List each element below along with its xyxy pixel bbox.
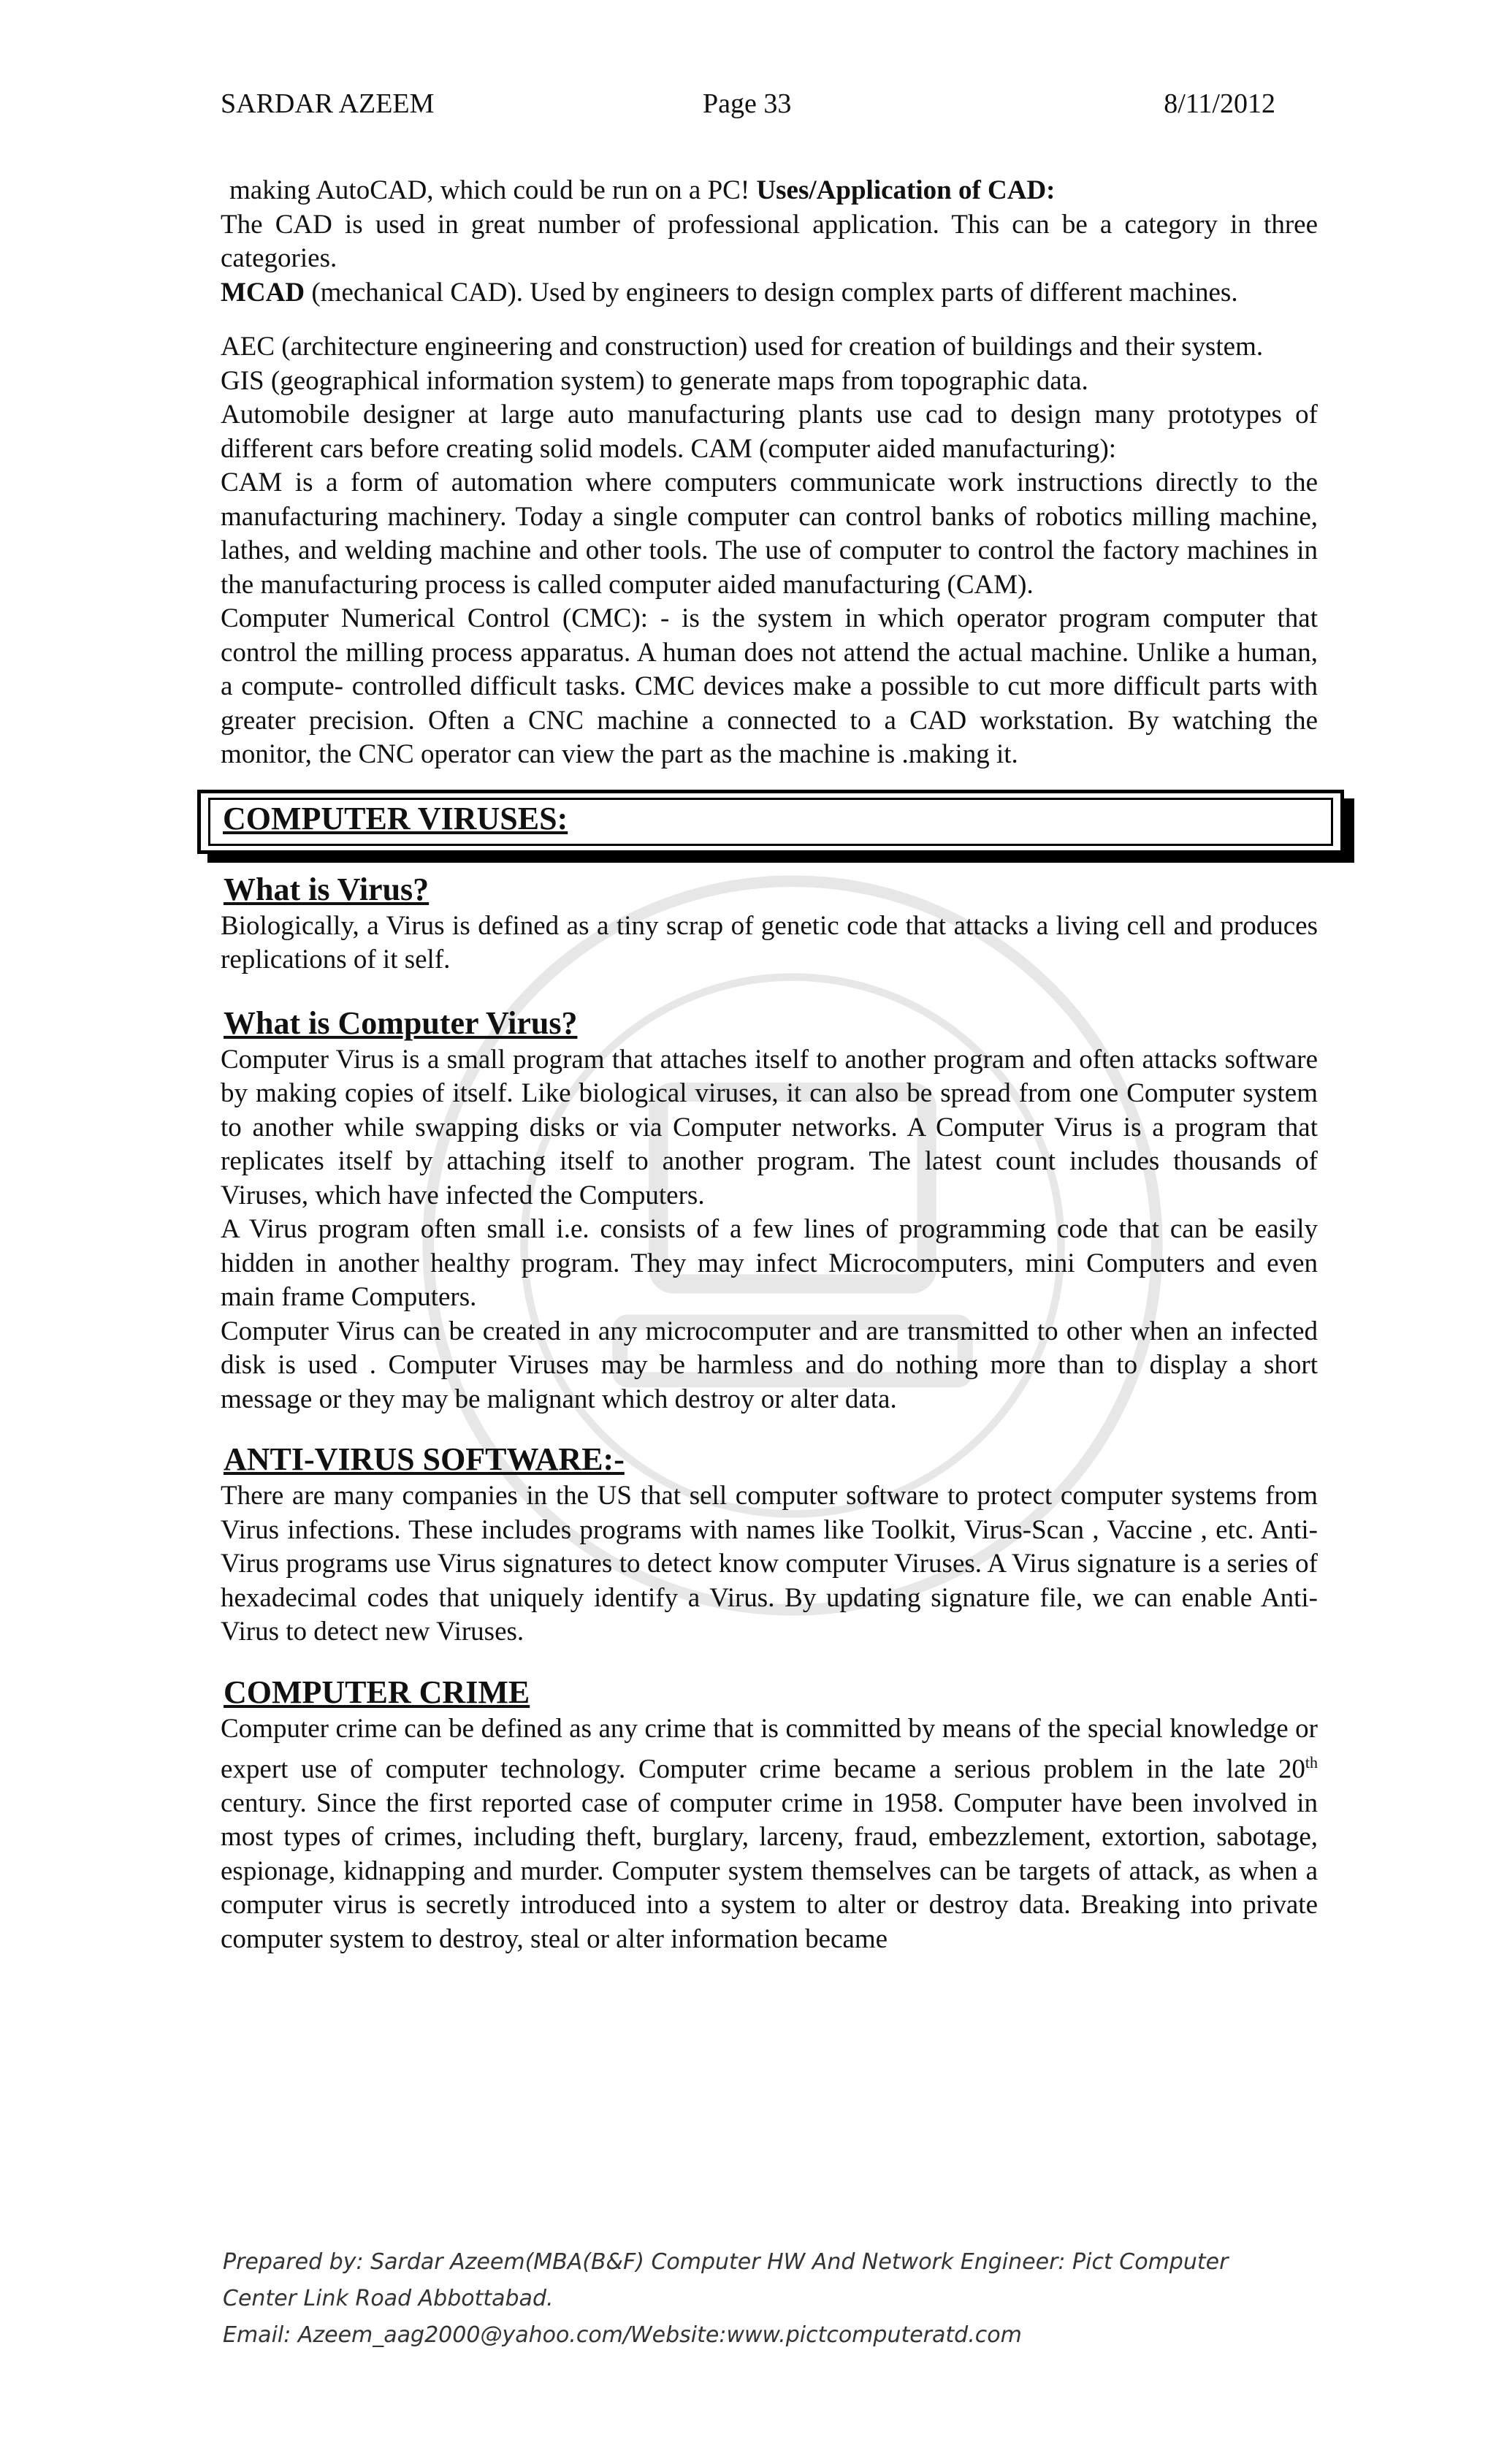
what-is-virus-heading: What is Virus? (224, 871, 430, 907)
mcad-label: MCAD (221, 277, 305, 308)
header-date: 8/11/2012 (1164, 88, 1275, 119)
cad-categories-paragraph: The CAD is used in great number of professional application. This can be a category in three categories. (221, 209, 1318, 273)
header-page-number: Page 33 (703, 88, 792, 119)
footer-line-1: Prepared by: Sardar Azeem(MBA(B&F) Computer HW And Network Engineer: Pict Computer (223, 2249, 1229, 2275)
header-author: SARDAR AZEEM (221, 88, 435, 119)
gis-paragraph: GIS (geographical information system) to generate maps from topographic data. (221, 365, 1088, 396)
computer-crime-heading: COMPUTER CRIME (224, 1674, 530, 1710)
what-is-virus-paragraph: Biologically, a Virus is defined as a tiny scrap of genetic code that attacks a living cell and produces replications of it self. (221, 910, 1318, 974)
footer-line-3: Email: Azeem_aag2000@yahoo.com/Website:www.pictcomputeratd.com (223, 2322, 1022, 2348)
crime-text-a: Computer crime can be defined as any crime that is committed by means of the special knowledge or expert use of computer technology. Computer crime became a serious problem in the late 20 (221, 1713, 1318, 1785)
mcad-paragraph (221, 276, 1318, 310)
computer-viruses-title: COMPUTER VIRUSES: (223, 800, 568, 836)
uses-heading: Uses/Application of CAD: (756, 175, 1056, 205)
computer-virus-paragraph-3: Computer Virus can be created in any microcomputer and are transmitted to other when an infected disk is used . Computer Viruses may be harmless and do nothing more than to display a short message or they may be malignant which destroy or alter data. (221, 1316, 1318, 1414)
computer-virus-paragraph-1: Computer Virus is a small program that attaches itself to another program and often attacks software by making copies of itself. Like biological viruses, it can also be spread from one Computer system to another while swapping disks or via Computer networks. A Computer Virus is a program that replicates itself by attaching itself to another program. The latest count includes thousands of Viruses, which have infected the Computers. (221, 1044, 1318, 1210)
anti-virus-paragraph: There are many companies in the US that sell computer software to protect computer systems from Virus infections. These includes programs with names like Toolkit, Virus-Scan , Vaccine , etc. Anti- Virus programs use Virus signatures to detect know computer Viruses. A Virus signature is a series of hexadecimal codes that uniquely identify a Virus. By updating signature file, we can enable Anti-Virus to detect new Viruses. (221, 1481, 1318, 1647)
intro-line (221, 174, 1318, 208)
page-footer (223, 2244, 1318, 2354)
cmc-paragraph: Computer Numerical Control (CMC): - is the system in which operator program computer that control the milling process apparatus. A human does not attend the actual machine. Unlike a human, a compute- controlled difficult tasks. CMC devices make a possible to cut more difficult parts with greater precision. Often a CNC machine a connected to a CAD workstation. By watching the monitor, the CNC operator can view the part as the machine is .making it. (221, 603, 1318, 769)
automobile-paragraph: Automobile designer at large auto manufacturing plants use cad to design many prototypes of different cars before creating solid models. CAM (computer aided manufacturing): (221, 400, 1318, 464)
cam-paragraph: CAM is a form of automation where computers communicate work instructions directly to the manufacturing machinery. Today a single computer can control banks of robotics milling machine, lathes, and welding machine and other tools. The use of computer to control the factory machines in the manufacturing process is called computer aided manufacturing (CAM). (221, 468, 1318, 600)
what-is-computer-virus-heading: What is Computer Virus? (224, 1004, 578, 1041)
mcad-text: (mechanical CAD). Used by engineers to design complex parts of different machines. (305, 277, 1238, 308)
aec-paragraph: AEC (architecture engineering and construction) used for creation of buildings and their system. (221, 332, 1264, 362)
intro-line-start: making AutoCAD, which could be run on a PC! (229, 175, 757, 205)
anti-virus-heading: ANTI-VIRUS SOFTWARE:- (224, 1441, 625, 1477)
computer-viruses-banner (197, 790, 1344, 854)
page-body (221, 174, 1318, 1956)
footer-line-2: Center Link Road Abbottabad. (223, 2286, 554, 2311)
crime-superscript: th (1305, 1753, 1318, 1771)
computer-crime-paragraph (221, 1712, 1318, 1957)
computer-virus-paragraph-2: A Virus program often small i.e. consists of a few lines of programming code that can be easily hidden in another healthy program. They may infect Microcomputers, mini Computers and even main frame Computers. (221, 1214, 1318, 1312)
crime-text-b: century. Since the first reported case of computer crime in 1958. Computer have been involved in most types of crimes, including theft, burglary, larceny, fraud, embezzlement, extortion, sabotage, espionage, kidnapping and murder. Computer system themselves can be targets of attack, as when a computer virus is secretly introduced into a system to alter or destroy data. Breaking into private computer system to destroy, steal or alter information became (221, 1788, 1318, 1954)
